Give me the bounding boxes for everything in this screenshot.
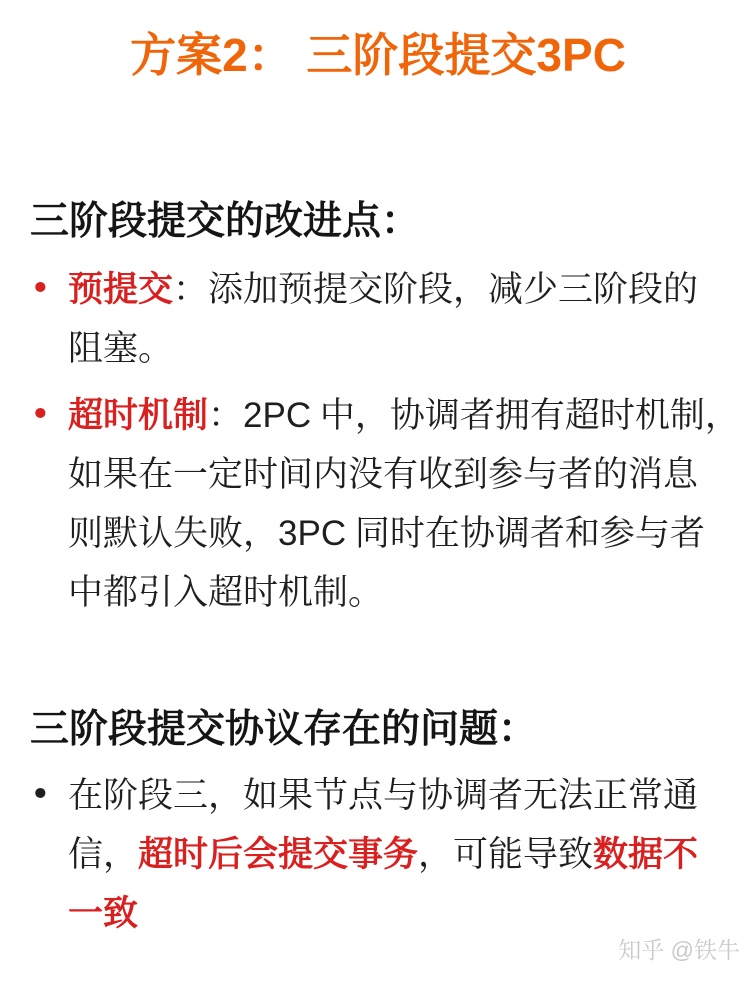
text-segment: 超时后会提交事务 (138, 835, 419, 874)
text-segment: 中都引入超时机制。 (68, 573, 384, 612)
bullet-text (68, 766, 698, 943)
text-segment: ： (208, 396, 244, 435)
text-segment: 中，协调者拥有超时机制， (311, 396, 740, 435)
bullet-line (68, 319, 698, 378)
text-segment: 信， (68, 835, 139, 874)
bullet-line (68, 766, 698, 825)
slide-title: 方案2： 三阶段提交3PC (130, 29, 626, 81)
bullet-dot-icon: • (30, 269, 51, 309)
bullet-timeout-mechanism (30, 386, 740, 622)
bullet-dot-icon: • (30, 395, 51, 435)
bullet-dot-icon: • (30, 775, 51, 815)
text-segment: 数据不 (593, 835, 699, 874)
bullet-line (68, 563, 740, 622)
text-segment: 预提交 (68, 270, 174, 309)
bullet-line (68, 825, 698, 884)
bullet-line (68, 445, 740, 504)
text-segment: ：添加预提交阶段，减少三阶段的 (173, 270, 699, 309)
bullet-pre-commit (30, 260, 698, 378)
zhihu-watermark: 知乎 @铁牛 (618, 937, 740, 963)
heading-problems: 三阶段提交协议存在的问题： (30, 708, 538, 751)
bullet-text (68, 386, 740, 622)
text-segment: ，可能导致 (418, 835, 594, 874)
text-segment: 一致 (68, 894, 139, 933)
heading-improvements: 三阶段提交的改进点： (30, 200, 421, 243)
bullet-line (68, 386, 740, 445)
text-segment: 超时机制 (68, 396, 209, 435)
bullet-line (68, 884, 698, 943)
text-segment: 阻塞。 (68, 329, 174, 368)
bullet-line (68, 260, 698, 319)
text-segment: 则默认失败， (68, 514, 279, 553)
text-segment: 如果在一定时间内没有收到参与者的消息 (68, 455, 699, 494)
text-segment: 在阶段三，如果节点与协调者无法正常通 (68, 776, 699, 815)
text-segment: 2PC (243, 396, 312, 435)
text-segment: 3PC (278, 514, 347, 553)
bullet-line (68, 504, 740, 563)
bullet-phase-three-problem (30, 766, 698, 943)
bullet-text (68, 260, 698, 378)
text-segment: 同时在协调者和参与者 (346, 514, 705, 553)
